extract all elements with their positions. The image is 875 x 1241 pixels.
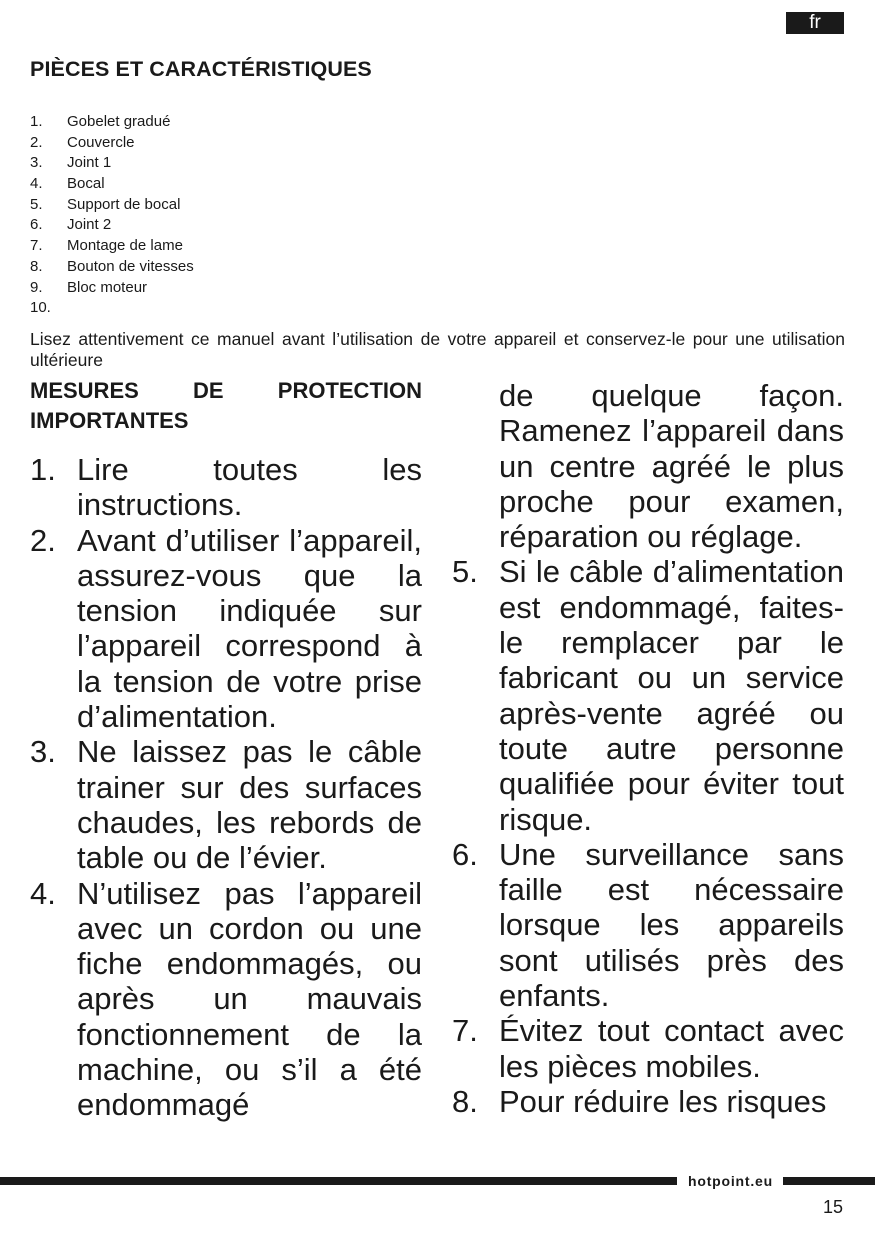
safety-item-continuation: de quelque façon. Ramenez l’appareil dans un centre agréé le plus proche pour examen, réparation ou réglage. xyxy=(499,378,844,555)
safety-list-left xyxy=(30,452,422,1123)
safety-item xyxy=(30,734,422,875)
item-number: 8. xyxy=(452,1083,478,1119)
item-text: Si le câble d’alimentation est endommagé, faites-le remplacer par le fabricant ou un service après-vente agréé ou toute autre personne qualifiée pour éviter tout risque. xyxy=(499,554,844,837)
item-text: Lire toutes les instructions. xyxy=(77,452,422,523)
list-label: Bouton de vitesses xyxy=(67,257,194,275)
list-number: 7. xyxy=(30,237,43,255)
language-badge: fr xyxy=(786,12,844,34)
list-label: Joint 2 xyxy=(67,216,112,234)
item-number: 5. xyxy=(452,554,478,590)
item-text: Une surveillance sans faille est nécessaire lorsque les appareils sont utilisés près des enfants. xyxy=(499,836,844,1014)
list-label: Couvercle xyxy=(67,133,135,151)
item-number: 4. xyxy=(30,875,56,911)
item-number: 7. xyxy=(452,1013,478,1049)
safety-item xyxy=(30,523,422,735)
item-text: Avant d’utiliser l’appareil, assurez-vous que la tension indiquée sur l’appareil correspond à la tension de votre prise d’alimentation. xyxy=(77,522,422,735)
safety-item xyxy=(30,876,422,1123)
safety-item xyxy=(452,554,844,836)
list-label: Bocal xyxy=(67,175,105,193)
page-number: 15 xyxy=(823,1197,844,1217)
item-text: Ne laissez pas le câble trainer sur des surfaces chaudes, les rebords de table ou de l’évier. xyxy=(77,734,422,876)
list-number: 8. xyxy=(30,257,43,275)
list-number: 10. xyxy=(30,299,51,317)
list-number: 2. xyxy=(30,133,43,151)
safety-list-right xyxy=(452,554,844,1119)
item-number: 3. xyxy=(30,734,56,770)
item-text: N’utilisez pas l’appareil avec un cordon ou une fiche endommagés, ou après un mauvais fonctionnement de la machine, ou s’il a été endommagé xyxy=(77,875,422,1123)
safety-item xyxy=(452,1013,844,1084)
item-text: Évitez tout contact avec les pièces mobiles. xyxy=(499,1013,844,1084)
safety-item xyxy=(452,837,844,1013)
item-number: 6. xyxy=(452,836,478,872)
safety-item xyxy=(30,452,422,523)
list-label: Gobelet gradué xyxy=(67,113,171,130)
item-number: 1. xyxy=(30,452,56,487)
footer-brand: hotpoint.eu xyxy=(688,1173,774,1189)
item-text: Pour réduire les risques xyxy=(499,1083,827,1119)
list-number: 4. xyxy=(30,175,43,193)
left-column xyxy=(30,376,422,1123)
list-label: Bloc moteur xyxy=(67,278,148,296)
list-number: 9. xyxy=(30,278,43,296)
list-number: 5. xyxy=(30,195,43,213)
list-label: Joint 1 xyxy=(67,154,112,172)
list-number: 3. xyxy=(30,154,43,172)
list-number: 6. xyxy=(30,216,43,234)
footer-rule-right xyxy=(783,1177,875,1185)
footer-rule-left xyxy=(0,1177,677,1185)
intro-paragraph: Lisez attentivement ce manuel avant l’utilisation de votre appareil et conservez-le pour une utilisation ultérieure xyxy=(30,329,845,370)
safety-item xyxy=(452,1084,844,1119)
list-label: Montage de lame xyxy=(67,237,183,255)
list-label: Support de bocal xyxy=(67,195,181,213)
safety-title: MESURES DE PROTECTION IMPORTANTES xyxy=(30,378,422,433)
parts-title: PIÈCES ET CARACTÉRISTIQUES xyxy=(30,57,372,81)
item-number: 2. xyxy=(30,522,56,558)
right-column xyxy=(452,378,844,1119)
list-number: 1. xyxy=(30,113,43,130)
